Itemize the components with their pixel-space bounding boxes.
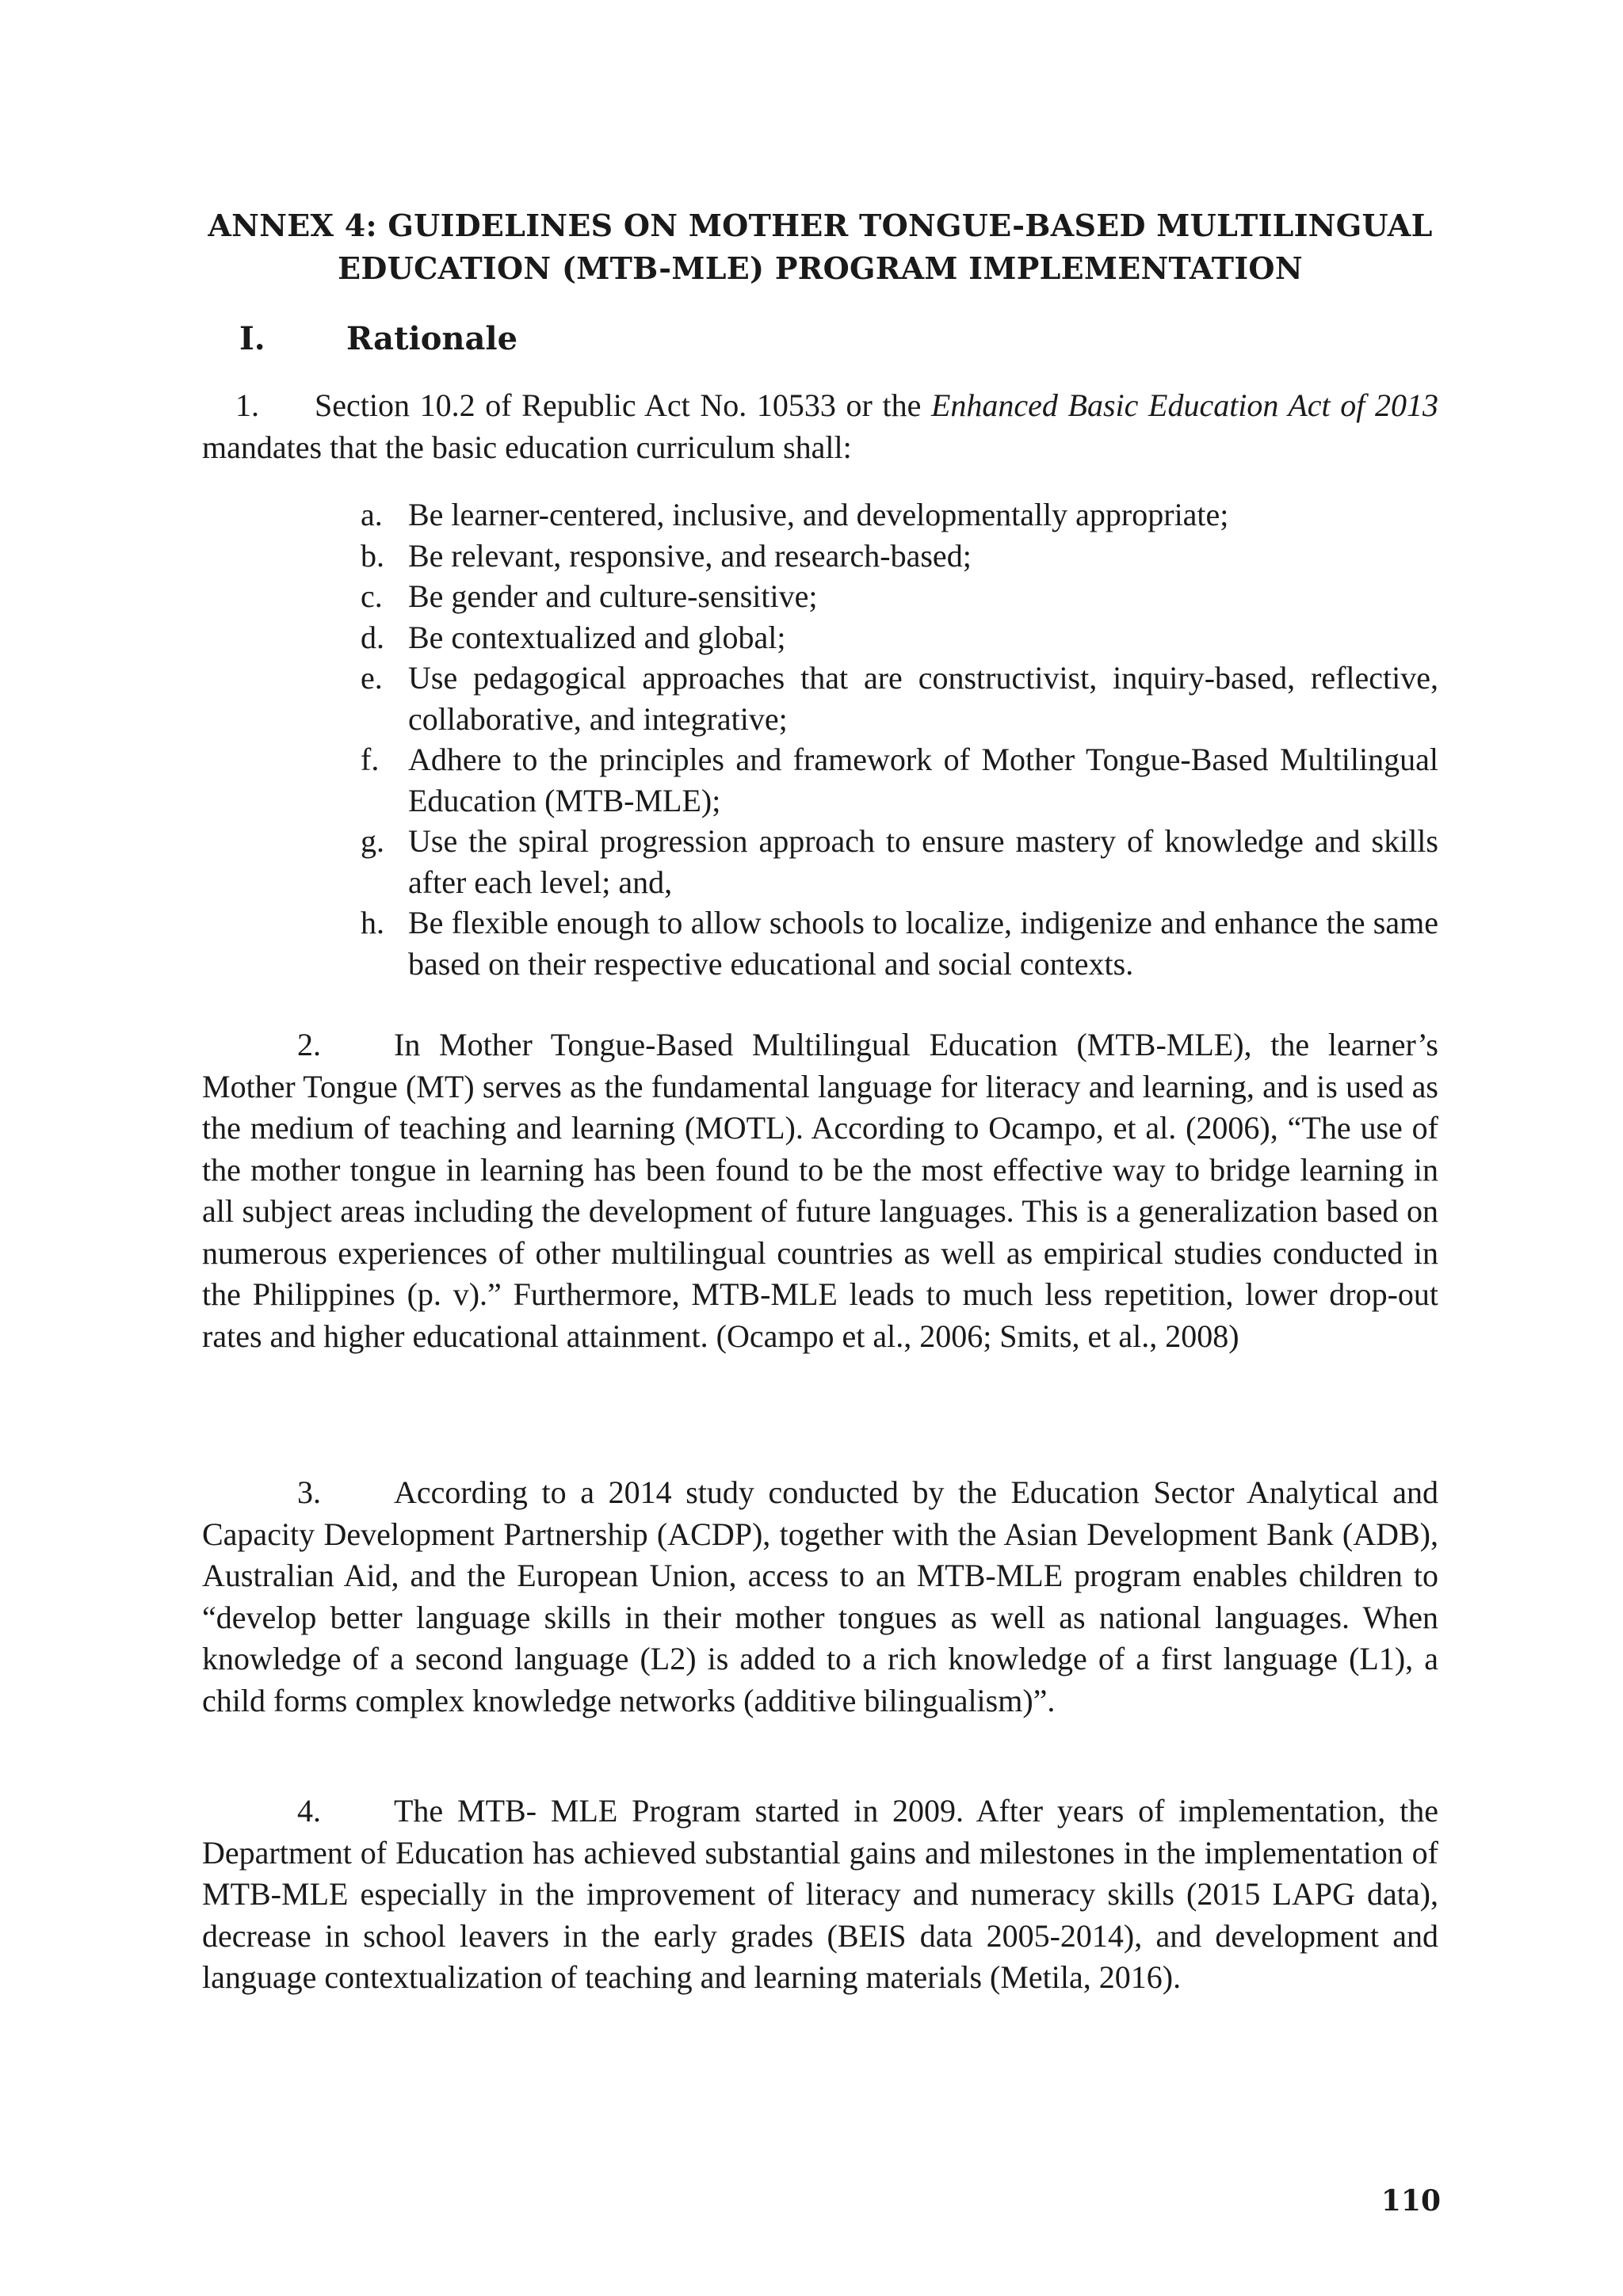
paragraph-4-number: 4. — [297, 1793, 321, 1829]
paragraph-3-number: 3. — [297, 1474, 321, 1510]
paragraph-2 — [202, 1024, 1438, 1357]
list-item — [361, 658, 1438, 739]
list-item-text: Be gender and culture-sensitive; — [408, 578, 818, 614]
list-item-text: Be contextualized and global; — [408, 619, 786, 655]
title-line-1: ANNEX 4: GUIDELINES ON MOTHER TONGUE-BASED MULTILINGUAL — [208, 208, 1433, 243]
paragraph-4 — [202, 1791, 1438, 1999]
paragraph-3 — [202, 1472, 1438, 1722]
list-item-letter: a. — [361, 497, 383, 532]
section-heading — [239, 317, 517, 361]
section-title: Rationale — [346, 320, 518, 357]
list-item — [361, 617, 1438, 658]
list-item-text: Use pedagogical approaches that are constructivist, inquiry-based, reflective, collaborative, and integrative; — [408, 660, 1438, 737]
paragraph-2-text: In Mother Tongue-Based Multilingual Education (MTB-MLE), the learner’s Mother Tongue (MT) serves as the fundamental language for literacy and learning, and is used as the medium of teaching and learning (MOTL). According to Ocampo, et al. (2006), “The use of the mother tongue in learning has been found to be the most effective way to bridge learning in all subject areas including the development of future languages. This is a generalization based on numerous experiences of other multilingual countries as well as empirical studies conducted in the Philippines (p. v).” Furthermore, MTB-MLE leads to much less repetition, lower drop-out rates and higher educational attainment. (Ocampo et al., 2006; Smits, et al., 2008) — [202, 1027, 1438, 1354]
curriculum-requirements-list — [361, 494, 1438, 984]
list-item-text: Be learner-centered, inclusive, and developmentally appropriate; — [408, 497, 1229, 532]
list-item-letter: d. — [361, 619, 384, 655]
list-item-text: Be flexible enough to allow schools to localize, indigenize and enhance the same based on their respective educational and social contexts. — [408, 905, 1438, 982]
page-number: 110 — [1381, 2184, 1441, 2218]
paragraph-3-text: According to a 2014 study conducted by the Education Sector Analytical and Capacity Development Partnership (ACDP), together with the Asian Development Bank (ADB), Australian Aid, and the European Union, access to an MTB-MLE program enables children to “develop better language skills in their mother tongues as well as national languages. When knowledge of a second language (L2) is added to a rich knowledge of a first language (L1), a child forms complex knowledge networks (additive bilingualism)”. — [202, 1474, 1438, 1718]
document-title — [202, 204, 1438, 290]
list-item-text: Adhere to the principles and framework of Mother Tongue-Based Multilingual Education (MTB-MLE); — [408, 742, 1438, 818]
list-item — [361, 494, 1438, 536]
paragraph-4-text: The MTB- MLE Program started in 2009. After years of implementation, the Department of Education has achieved substantial gains and milestones in the implementation of MTB-MLE especially in the improvement of literacy and numeracy skills (2015 LAPG data), decrease in school leavers in the early grades (BEIS data 2005-2014), and development and language contextualization of teaching and learning materials (Metila, 2016). — [202, 1793, 1438, 1995]
paragraph-1-text-after: mandates that the basic education curriculum shall: — [202, 429, 852, 465]
list-item-letter: e. — [361, 660, 383, 696]
list-item-letter: b. — [361, 537, 384, 574]
list-item — [361, 739, 1438, 821]
list-item — [361, 821, 1438, 902]
list-item — [361, 536, 1438, 577]
paragraph-1-text-before: Section 10.2 of Republic Act No. 10533 or the — [315, 387, 931, 423]
list-item-letter: c. — [361, 578, 383, 614]
list-item-text: Use the spiral progression approach to ensure mastery of knowledge and skills after each level; and, — [408, 823, 1438, 900]
section-number: I. — [239, 320, 265, 357]
list-item-letter: f. — [361, 742, 380, 777]
paragraph-1-act-title: Enhanced Basic Education Act of 2013 — [930, 387, 1438, 423]
list-item — [361, 902, 1438, 984]
list-item-text: Be relevant, responsive, and research-based; — [408, 537, 972, 574]
paragraph-1 — [202, 385, 1438, 468]
title-line-2: EDUCATION (MTB-MLE) PROGRAM IMPLEMENTATION — [338, 250, 1303, 286]
list-item-letter: g. — [361, 823, 384, 859]
paragraph-1-number: 1. — [235, 387, 259, 423]
paragraph-2-number: 2. — [297, 1027, 321, 1062]
list-item — [361, 576, 1438, 617]
list-item-letter: h. — [361, 905, 384, 940]
